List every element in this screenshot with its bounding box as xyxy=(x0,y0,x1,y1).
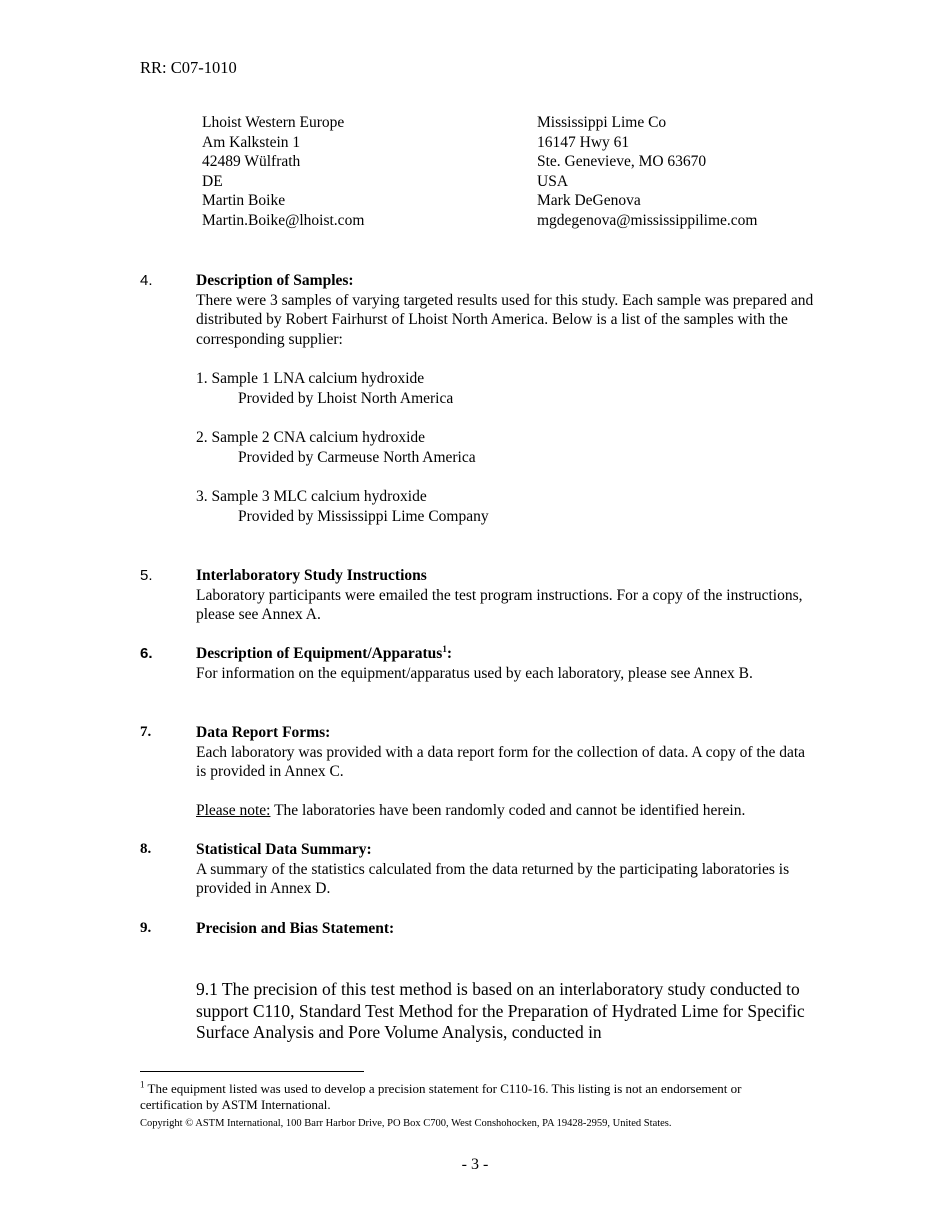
address-line: Ste. Genevieve, MO 63670 xyxy=(537,153,707,171)
section-title: Description of Samples: xyxy=(196,272,354,289)
sample-list-item xyxy=(196,369,453,408)
section-body: A summary of the statistics calculated from the data returned by the participating laboratories is provided in Annex D. xyxy=(196,860,790,897)
please-note xyxy=(196,801,745,821)
sample-list-item xyxy=(196,487,489,526)
contact-email: mgdegenova@mississippilime.com xyxy=(537,211,758,229)
section-title: Precision and Bias Statement: xyxy=(196,920,395,937)
sample-provider: Provided by Mississippi Lime Company xyxy=(238,507,489,525)
sample-label: 2. Sample 2 CNA calcium hydroxide xyxy=(196,429,426,446)
note-text: The laboratories have been randomly coded and cannot be identified herein. xyxy=(270,802,746,819)
sample-provider: Provided by Carmeuse North America xyxy=(238,448,476,466)
section-body: There were 3 samples of varying targeted results used for this study. Each sample was prepared and distributed by Robert Fairhurst of Lhoist North America. Below is a list of the samples with the corresponding supplier: xyxy=(196,291,814,348)
footnote-text: The equipment listed was used to develop a precision statement for C110-16. This listing is not an endorsement or certification by ASTM International. xyxy=(140,1081,742,1112)
section-instructions xyxy=(196,566,816,625)
precision-paragraph: 9.1 The precision of this test method is based on an interlaboratory study conducted to support C110, Standard Test Method for the Preparation of Hydrated Lime for Specific Surface Analysis and Pore Volume Analysis, conducted in xyxy=(196,979,805,1042)
section-title: Statistical Data Summary: xyxy=(196,841,372,858)
section-title: Data Report Forms: xyxy=(196,724,331,741)
address-line: DE xyxy=(202,172,223,190)
section-body: For information on the equipment/apparatus used by each laboratory, please see Annex B. xyxy=(196,664,753,682)
address-line: Am Kalkstein 1 xyxy=(202,133,301,151)
section-number: 9. xyxy=(140,920,152,936)
section-title-colon: : xyxy=(446,645,452,662)
section-title-text: Description of Equipment/Apparatus xyxy=(196,645,443,662)
note-label: Please note: xyxy=(196,802,271,819)
address-line: Lhoist Western Europe xyxy=(202,114,345,131)
page-number: - 3 - xyxy=(461,1156,489,1173)
contact-email: Martin.Boike@lhoist.com xyxy=(202,211,365,229)
sample-label: 1. Sample 1 LNA calcium hydroxide xyxy=(196,370,425,387)
sample-provider: Provided by Lhoist North America xyxy=(238,389,454,407)
address-line: 42489 Wülfrath xyxy=(202,153,301,171)
section-body: Each laboratory was provided with a data report form for the collection of data. A copy of the data is provided in Annex C. xyxy=(196,743,806,780)
section-statistical-summary xyxy=(196,840,816,899)
footnote-divider xyxy=(140,1071,364,1072)
section-number: 7. xyxy=(140,724,152,740)
address-line: USA xyxy=(537,172,569,190)
contact-name: Mark DeGenova xyxy=(537,192,641,210)
section-title xyxy=(196,644,816,664)
address-line: 16147 Hwy 61 xyxy=(537,133,630,151)
footnote-ref: 1 xyxy=(442,643,447,654)
section-number: 5. xyxy=(140,567,153,584)
address-line: Mississippi Lime Co xyxy=(537,114,667,131)
section-precision-bias xyxy=(196,919,816,939)
sample-label: 3. Sample 3 MLC calcium hydroxide xyxy=(196,488,427,505)
section-number: 6. xyxy=(140,645,153,662)
section-number: 4. xyxy=(140,272,153,289)
section-title: Interlaboratory Study Instructions xyxy=(196,567,427,584)
section-body: Laboratory participants were emailed the test program instructions. For a copy of the instructions, please see Annex A. xyxy=(196,586,803,623)
section-data-report-forms xyxy=(196,723,816,782)
footnote-marker: 1 xyxy=(140,1079,145,1090)
footnote xyxy=(140,1081,800,1113)
contact-name: Martin Boike xyxy=(202,192,286,210)
section-samples xyxy=(196,271,816,349)
copyright: Copyright © ASTM International, 100 Barr Harbor Drive, PO Box C700, West Conshohocken, PA 19428-2959, United States. xyxy=(140,1118,672,1129)
report-id: RR: C07-1010 xyxy=(140,58,237,77)
section-number: 8. xyxy=(140,841,152,857)
address-block-lhoist xyxy=(202,113,364,231)
section-equipment xyxy=(196,644,816,683)
sample-list-item xyxy=(196,428,476,467)
address-block-mississippi xyxy=(537,113,758,231)
